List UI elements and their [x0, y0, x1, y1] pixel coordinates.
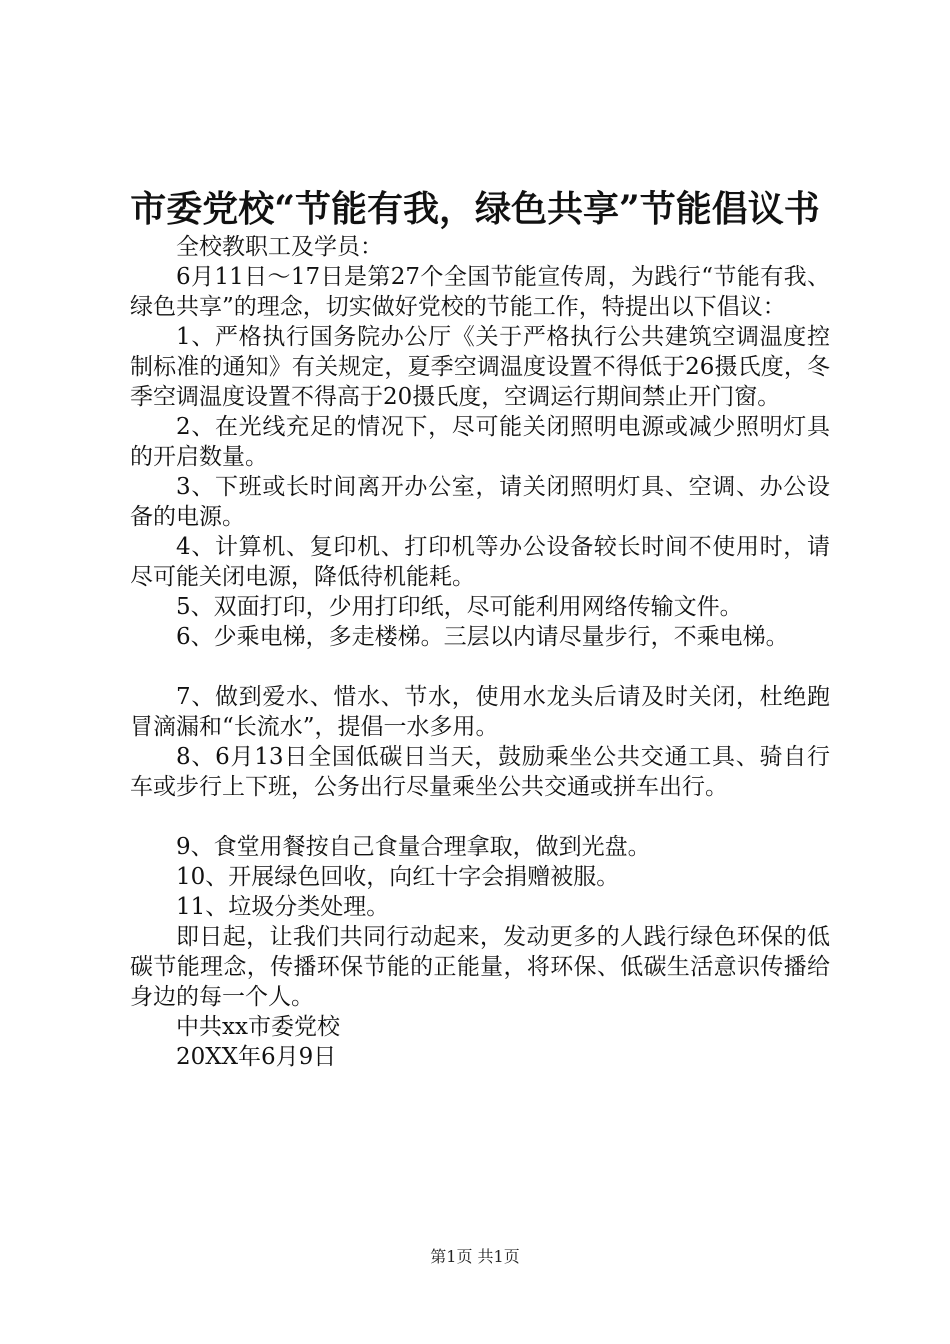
- list-item-5: 5、双面打印，少用打印纸，尽可能利用网络传输文件。: [176, 594, 743, 620]
- closing-paragraph: 即日起，让我们共同行动起来，发动更多的人践行绿色环保的低碳节能理念，传播环保节能的正能量，将环保、低碳生活意识传播给身边的每一个人。: [130, 924, 830, 1010]
- list-item-11: 11、垃圾分类处理。: [176, 894, 390, 920]
- list-item-7: 7、做到爱水、惜水、节水，使用水龙头后请及时关闭，杜绝跑冒滴漏和“长流水”，提倡一水多用。: [130, 684, 830, 740]
- document-title: 市委党校“节能有我，绿色共享”节能倡议书: [130, 188, 820, 230]
- list-item-4: 4、计算机、复印机、打印机等办公设备较长时间不使用时，请尽可能关闭电源，降低待机能耗。: [130, 534, 830, 590]
- document-body: [130, 232, 830, 1072]
- date: 20XX年6月9日: [176, 1044, 337, 1070]
- list-item-8: 8、6月13日全国低碳日当天，鼓励乘坐公共交通工具、骑自行车或步行上下班，公务出行尽量乘坐公共交通或拼车出行。: [130, 744, 830, 800]
- list-item-10: 10、开展绿色回收，向红十字会捐赠被服。: [176, 864, 620, 890]
- list-item-1: 1、严格执行国务院办公厅《关于严格执行公共建筑空调温度控制标准的通知》有关规定，夏季空调温度设置不得低于26摄氏度，冬季空调温度设置不得高于20摄氏度，空调运行期间禁止开门窗。: [130, 324, 830, 410]
- signature: 中共xx市委党校: [176, 1014, 340, 1040]
- list-item-3: 3、下班或长时间离开办公室，请关闭照明灯具、空调、办公设备的电源。: [130, 474, 830, 530]
- list-item-2: 2、在光线充足的情况下，尽可能关闭照明电源或减少照明灯具的开启数量。: [130, 414, 830, 470]
- intro-paragraph: 6月11日～17日是第27个全国节能宣传周，为践行“节能有我、绿色共享”的理念，切实做好党校的节能工作，特提出以下倡议：: [130, 264, 830, 320]
- page-footer: 第1页 共1页: [430, 1247, 520, 1266]
- list-item-6: 6、少乘电梯，多走楼梯。三层以内请尽量步行，不乘电梯。: [176, 624, 789, 650]
- list-item-9: 9、食堂用餐按自己食量合理拿取，做到光盘。: [176, 834, 651, 860]
- salutation: 全校教职工及学员：: [176, 234, 383, 260]
